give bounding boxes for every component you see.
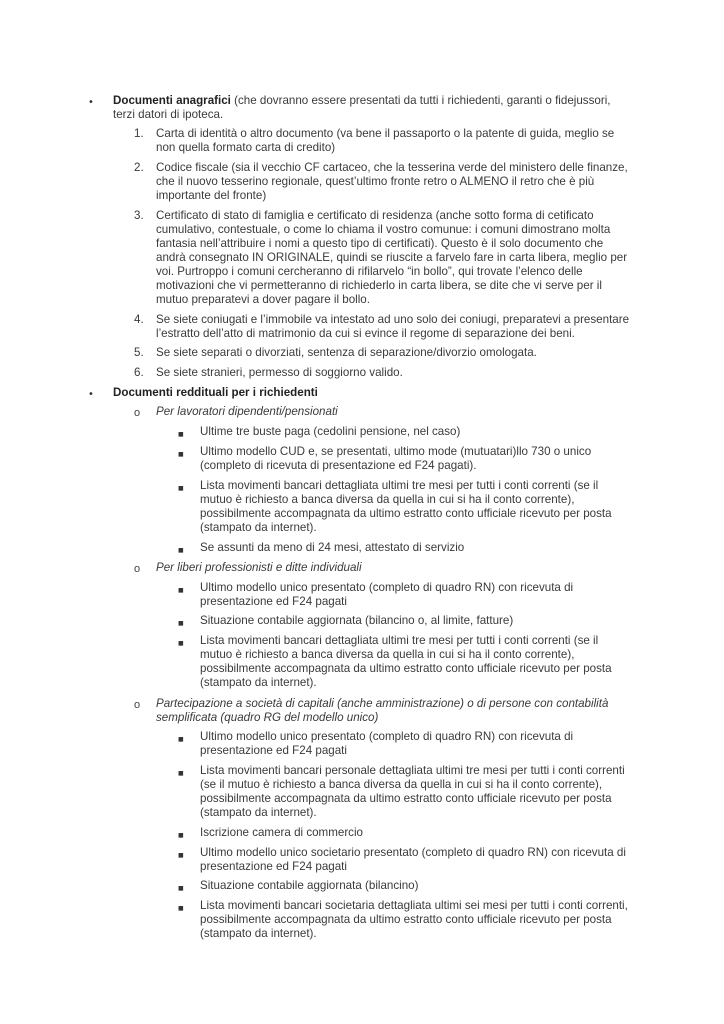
section1-bullet: • <box>88 97 94 108</box>
list-number: 1. <box>134 127 144 140</box>
square-marker: ■ <box>178 587 184 594</box>
circle-marker: o <box>134 407 141 419</box>
list-item-text: voi. Purtroppo i comuni cercheranno di rifilarvelo “in bollo”, qui trovate l’elenco delle <box>156 265 583 278</box>
list-item-text: fantasia nell’attribuire i nomi a questo tipo di certificati). Questo è il solo documento che <box>156 237 604 250</box>
list-number: 4. <box>134 313 144 326</box>
list-item-text: possibilmente accompagnata da ultimo estratto conto ufficiale ricevuto per posta <box>200 792 612 805</box>
list-item-text: Iscrizione camera di commercio <box>200 826 364 839</box>
list-item-text: possibilmente accompagnata da ultimo estratto conto ufficiale ricevuto per posta <box>200 662 612 675</box>
list-item-text: Se assunti da meno di 24 mesi, attestato di servizio <box>200 541 465 554</box>
list-item-text: Se siete separati o divorziati, sentenza di separazione/divorzio omologata. <box>156 346 537 359</box>
square-marker: ■ <box>178 547 184 554</box>
list-item-text: mutuo è richiesto a banca diversa da quella in cui si ha il conto corrente), <box>200 493 575 506</box>
list-item-text: Ultimo modello unico presentato (completo di quadro RN) con ricevuta di <box>200 730 574 743</box>
list-item-text: (stampato da internet). <box>200 521 317 534</box>
square-marker: ■ <box>178 431 184 438</box>
list-number: 3. <box>134 209 144 222</box>
square-marker: ■ <box>178 832 184 839</box>
section1-intro-text: (che dovranno essere presentati da tutti i richiedenti, garanti o fidejussori, <box>230 94 611 107</box>
list-item-text: possibilmente accompagnata da ultimo estratto conto ufficiale ricevuto per posta <box>200 913 612 926</box>
square-marker: ■ <box>178 485 184 492</box>
list-item-text: non quella formato carta di credito) <box>156 141 336 154</box>
square-marker: ■ <box>178 451 184 458</box>
list-item-text: cumulativo, contestuale, o come lo chiama il vostro comunue: i comuni dimostrano molta <box>156 223 611 236</box>
square-marker: ■ <box>178 640 184 647</box>
circle-marker: o <box>134 699 141 711</box>
list-item-text: (completo di ricevuta di presentazione ed F24 pagati). <box>200 459 477 472</box>
list-item-text: presentazione ed F24 pagati <box>200 860 347 873</box>
list-item-text: possibilmente accompagnata da ultimo estratto conto ufficiale ricevuto per posta <box>200 507 612 520</box>
list-item-text: (stampato da internet). <box>200 676 317 689</box>
section2-bullet: • <box>88 389 94 400</box>
section1-intro-line2: terzi datori di ipoteca. <box>113 108 224 121</box>
list-item-text: Lista movimenti bancari societaria dettagliata ultimi sei mesi per tutti i conti correnti, <box>200 899 628 912</box>
circle-marker: o <box>134 563 141 575</box>
square-marker: ■ <box>178 770 184 777</box>
list-item-text: Ultimo modello unico presentato (completo di quadro RN) con ricevuta di <box>200 581 574 594</box>
list-item-text: mutuo è richiesto a banca diversa da quella in cui si ha il conto corrente), <box>200 648 575 661</box>
list-item-text: Lista movimenti bancari dettagliata ultimi tre mesi per tutti i conti correnti (se il <box>200 634 599 647</box>
list-item-text: presentazione ed F24 pagati <box>200 744 347 757</box>
list-item-text: importante del fronte) <box>156 189 267 202</box>
list-item-text: Codice fiscale (sia il vecchio CF cartaceo, che la tesserina verde del ministero delle finanze, <box>156 161 628 174</box>
square-marker: ■ <box>178 852 184 859</box>
list-item-text: motivazioni che vi permetteranno di richiederlo in carta libera, se dite che vi serve per il <box>156 279 602 292</box>
square-marker: ■ <box>178 905 184 912</box>
group-title: semplificata (quadro RG del modello unico) <box>156 711 379 724</box>
section2-title: Documenti reddituali per i richiedenti <box>113 386 318 399</box>
list-item-text: Lista movimenti bancari dettagliata ultimi tre mesi per tutti i conti correnti (se il <box>200 479 599 492</box>
list-item-text: Ultimo modello unico societario presentato (completo di quadro RN) con ricevuta di <box>200 846 626 859</box>
list-item-text: Lista movimenti bancari personale dettagliata ultimi tre mesi per tutti i conti correnti <box>200 764 625 777</box>
list-item-text: mutuo preparatevi a dover pagare il bollo. <box>156 293 370 306</box>
list-item-text: Situazione contabile aggiornata (bilancino o, al limite, fatture) <box>200 614 514 627</box>
list-item-text: Certificato di stato di famiglia e certificato di residenza (anche sotto forma di cetificato <box>156 209 594 222</box>
list-item-text: (stampato da internet). <box>200 927 317 940</box>
list-item-text: che il nuovo tesserino regionale, quest’ultimo fronte retro o ALMENO il retro che è più <box>156 175 595 188</box>
list-item-text: (stampato da internet). <box>200 806 317 819</box>
list-number: 5. <box>134 346 144 359</box>
group-title: Per lavoratori dipendenti/pensionati <box>156 405 338 418</box>
list-item-text: andrà consegnato IN ORIGINALE, quindi se riuscite a farvelo fare in carta libera, meglio per <box>156 251 628 264</box>
group-title: Per liberi professionisti e ditte individuali <box>156 561 362 574</box>
list-item-text: Situazione contabile aggiornata (bilancino) <box>200 879 419 892</box>
list-number: 6. <box>134 366 144 379</box>
list-item-text: l’estratto dell’atto di matrimonio da cui si evince il regome di separazione dei beni. <box>156 327 575 340</box>
list-item-text: Carta di identità o altro documento (va bene il passaporto o la patente di guida, meglio se <box>156 127 615 140</box>
square-marker: ■ <box>178 736 184 743</box>
list-item-text: (se il mutuo è richiesto a banca diversa da quella in cui si ha il conto corrente), <box>200 778 603 791</box>
section1-title: Documenti anagrafici <box>113 94 231 107</box>
list-item-text: presentazione ed F24 pagati <box>200 595 347 608</box>
group-title: Partecipazione a società di capitali (anche amministrazione) o di persone con contabilità <box>156 697 609 710</box>
list-item-text: Se siete coniugati e l’immobile va intestato ad uno solo dei coniugi, preparatevi a presentare <box>156 313 630 326</box>
square-marker: ■ <box>178 620 184 627</box>
list-item-text: Se siete stranieri, permesso di soggiorno valido. <box>156 366 403 379</box>
square-marker: ■ <box>178 885 184 892</box>
section1-intro <box>113 94 611 108</box>
list-item-text: Ultimo modello CUD e, se presentati, ultimo mode (mutuatari)llo 730 o unico <box>200 445 592 458</box>
list-number: 2. <box>134 161 144 174</box>
list-item-text: Ultime tre buste paga (cedolini pensione, nel caso) <box>200 425 461 438</box>
